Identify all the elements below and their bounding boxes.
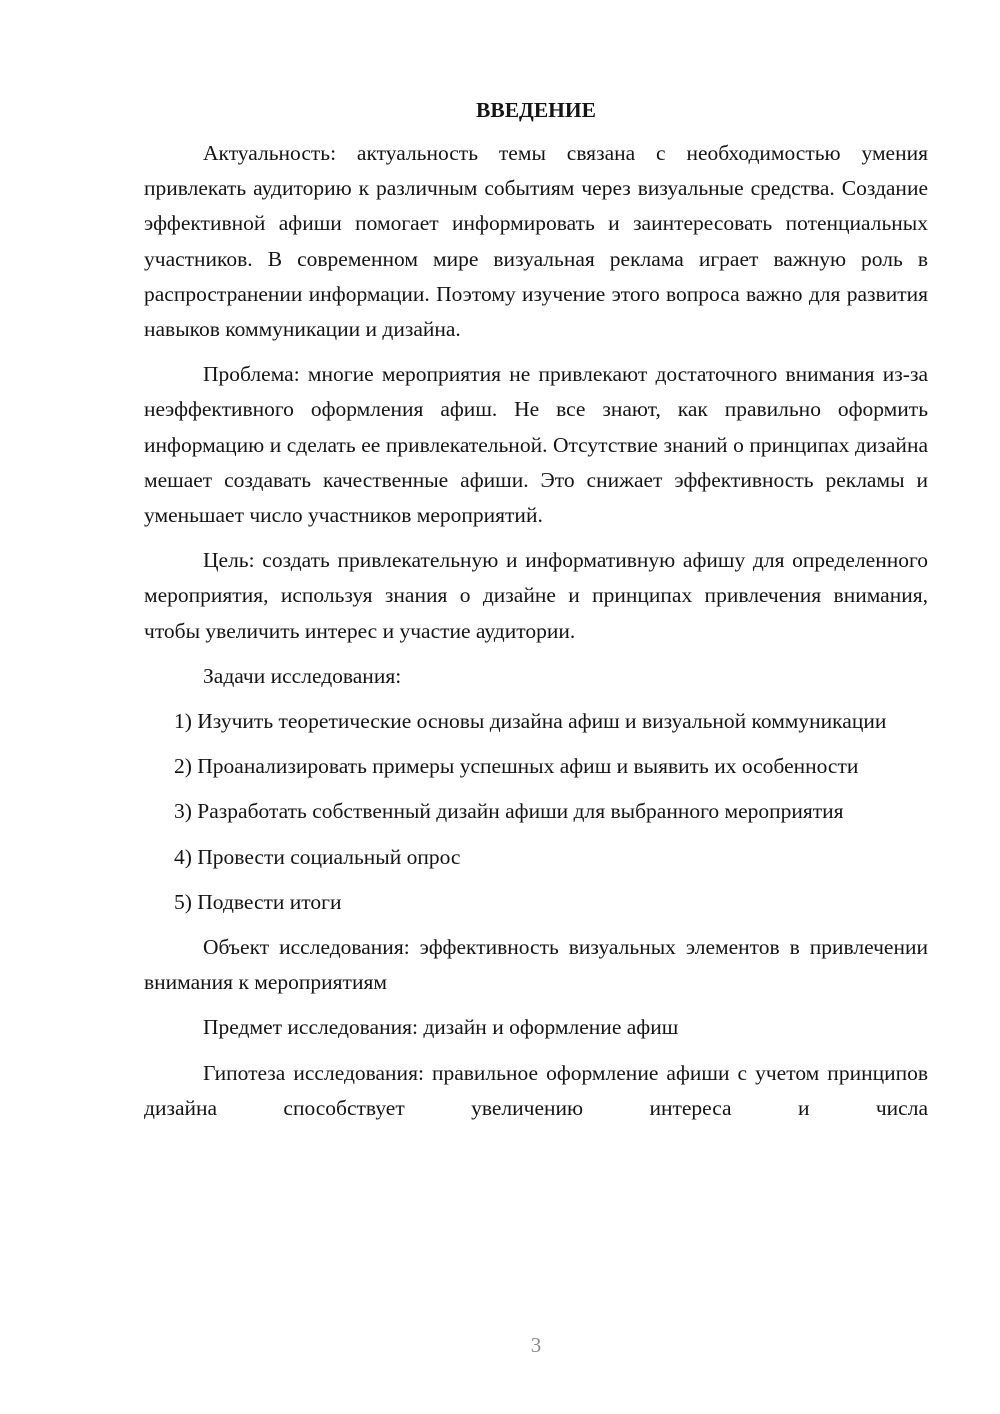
paragraph-subject: Предмет исследования: дизайн и оформление афиш [203,1015,679,1040]
tasks-heading: Задачи исследования: [203,663,402,688]
task-item-3: 3) Разработать собственный дизайн афиши для выбранного мероприятия [174,799,844,824]
task-item-1: 1) Изучить теоретические основы дизайна афиш и визуальной коммуникации [174,709,887,734]
paragraph-problem: Проблема: многие мероприятия не привлекают достаточного внимания из-за неэффективного оформления афиш. Не все знают, как правильно оформить информацию и сделать ее привлекательной. Отсутствие знаний о принципах дизайна мешает создавать качественные афиши. Это снижает эффективность рекламы и уменьшает число участников мероприятий. [144,362,928,528]
paragraph-object: Объект исследования: эффективность визуальных элементов в привлечении внимания к мероприятиям [144,935,928,995]
task-item-2: 2) Проанализировать примеры успешных афиш и выявить их особенности [174,754,859,779]
task-item-4: 4) Провести социальный опрос [174,844,461,869]
paragraph-goal: Цель: создать привлекательную и информативную афишу для определенного мероприятия, используя знания о дизайне и принципах привлечения внимания, чтобы увеличить интерес и участие аудитории. [144,548,928,643]
paragraph-hypothesis: Гипотеза исследования: правильное оформление афиши с учетом принципов дизайна способствует увеличению интереса и числа [144,1060,928,1120]
page-number: 3 [530,1333,542,1357]
task-item-5: 5) Подвести итоги [174,889,342,914]
paragraph-relevance: Актуальность: актуальность темы связана с необходимостью умения привлекать аудиторию к различным событиям через визуальные средства. Создание эффективной афиши помогает информировать и заинтересовать потенциальных участников. В современном мире визуальная реклама играет важную роль в распространении информации. Поэтому изучение этого вопроса важно для развития навыков коммуникации и дизайна. [144,141,928,342]
section-title: ВВЕДЕНИЕ [476,98,596,122]
page-content [144,95,928,1136]
